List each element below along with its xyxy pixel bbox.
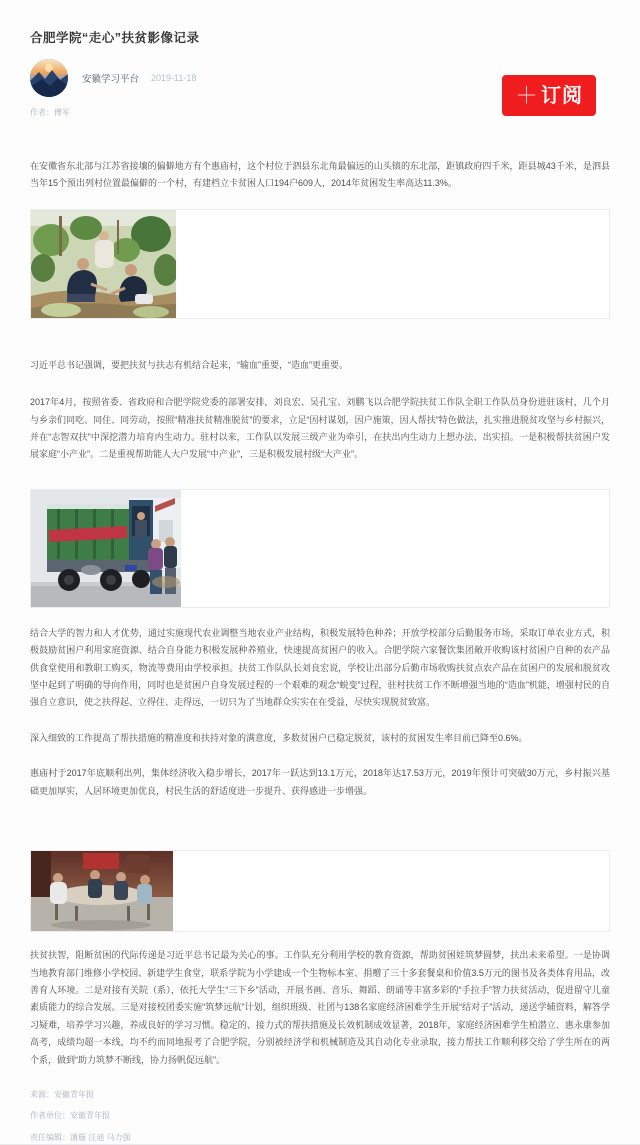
article-body — [30, 158, 610, 1069]
paragraph-1: 在安徽省东北部与江苏省接壤的偏僻地方有个惠庙村，这个村位于泗县东北角最偏远的山头镇的东北部，距镇政府四千米，距县城43千米，是泗县当年15个预出列村位置最偏僻的一个村，有建档立卡贫困人口194户609人，2014年贫困发生率高达11.3%。 — [30, 161, 610, 189]
author-org-line: 作者单位：安徽青年报 — [30, 1111, 110, 1121]
source-line: 来源：安徽青年报 — [30, 1089, 94, 1099]
article-page — [0, 28, 640, 1143]
author-name[interactable]: 安徽学习平台 — [82, 74, 140, 85]
article-photo-2[interactable] — [30, 489, 610, 608]
byline: 作者：傅军 — [30, 108, 70, 117]
paragraph-5: 深入细致的工作提高了帮扶措施的精准度和扶持对象的满意度，多数贫困户已稳定脱贫，该村的贫困发生率目前已降至0.6%。 — [30, 732, 528, 743]
article-photo-3[interactable] — [30, 850, 610, 932]
photo-villagers-planting-icon — [31, 210, 176, 318]
paragraph-3: 2017年4月，按照省委、省政府和合肥学院党委的部署安排，刘良宏、吴孔宝、刘鹏飞以合肥学院扶贫工作队全职工作队员身份进驻该村，几个月与乡亲们同吃、同住、同劳动，按照“精准扶贫精准脱贫”的要求，立足“因村谋划，因户施策，因人帮扶”特色做法，扎实推进脱贫攻坚与乡村振兴，并在“志智双扶”中深挖潜力培育内生动力。驻村以来，工作队以发展三级产业为牵引，在扶出内生动力上想办法、出实招。一是积极帮扶贫困户发展家庭“小产业”。二是重视帮助能人大户发展“中产业”，三是积极发展村级“大产业”。 — [30, 397, 610, 460]
article-photo-1[interactable] — [30, 209, 610, 319]
photo-truck-loading-icon — [31, 490, 181, 607]
subscribe-label: 订阅 — [541, 84, 583, 107]
paragraph-7: 扶贫扶智，阻断贫困的代际传递是习近平总书记最为关心的事。工作队充分利用学校的教育资源，帮助贫困娃筑梦圆梦，扶出未来希望。一是协调当地教育部门维修小学校园、新建学生食堂，联系学院为小学建成一个生物标本室、捐赠了三十多套餐桌和价值3.5万元的图书及各类体育用品，改善育人环境。二是对接有关院（系），依托大学生“三下乡”活动，开展书画、音乐、舞蹈、朗诵等丰富多彩的“手拉手”智力扶贫活动，促进留守儿童素质能力的综合发展。三是对接校团委实施“筑梦远航”计划，组织班级、社团与138名家庭经济困难学生开展“结对子”活动，递送学辅资料，解答学习疑难，培养学习兴趣，养成良好的学习习惯。稳定的、接力式的帮扶措施及长效机制成效显著，2018年，家庭经济困难学生柏潜立、惠永康参加高考，成绩均超一本线，均不约而同地报考了合肥学院，分别被经济学和机械制造及其自动化专业录取，接力帮扶工作顺利移交给了学生所在的两个系，做到“助力筑梦不断线，协力扬帆促远航”。 — [30, 950, 610, 1065]
paragraph-2: 习近平总书记强调，要把扶贫与扶志有机结合起来，“输血”重要，“造血”更重要。 — [30, 359, 348, 370]
editors-line: 责任编辑：潘璇 汪迪 马力强 — [30, 1132, 131, 1142]
page-title: 合肥学院“走心”扶贫影像记录 — [30, 31, 200, 45]
mountain-sunset-icon — [30, 59, 68, 97]
author-avatar[interactable] — [30, 59, 68, 97]
subscribe-button[interactable] — [502, 75, 596, 116]
publish-date: 2019-11-18 — [151, 73, 197, 83]
photo-indoor-meeting-icon — [31, 851, 173, 931]
paragraph-4: 结合大学的智力和人才优势，通过实施现代农业调整当地农业产业结构，积极发展特色种养；开放学校部分后勤服务市场，采取订单农业方式，积极鼓励贫困户利用家庭资源、结合自身能力积极发展种养殖业，快速提高贫困户的收入。合肥学院六家餐饮集团敞开收购该村贫困户自种的农产品供食堂使用和教职工购买，物流等费用由学校承担。扶贫工作队队长刘良宏说，学校让出部分后勤市场收购扶贫点农产品在贫困户的发展和脱贫攻坚中起到了明确的导向作用，同时也是贫困户自身发展过程的一个艰难的观念“蜕变”过程，驻村扶贫工作不断增强当地的“造血”机能，增强村民的自强自立意识，使之扶得起、立得住、走得远，一切只为了当地群众实实在在受益，尽快实现脱贫致富。 — [30, 627, 610, 708]
paragraph-6: 惠庙村于2017年底顺利出列，集体经济收入稳步增长，2017年一跃达到13.1万元，2018年达17.53万元，2019年预计可突破30万元，乡村振兴基础更加厚实，人居环境更加优良，村民生活的舒适度进一步提升、获得感进一步增强。 — [30, 768, 610, 796]
plus-icon: ＋ — [515, 82, 538, 108]
